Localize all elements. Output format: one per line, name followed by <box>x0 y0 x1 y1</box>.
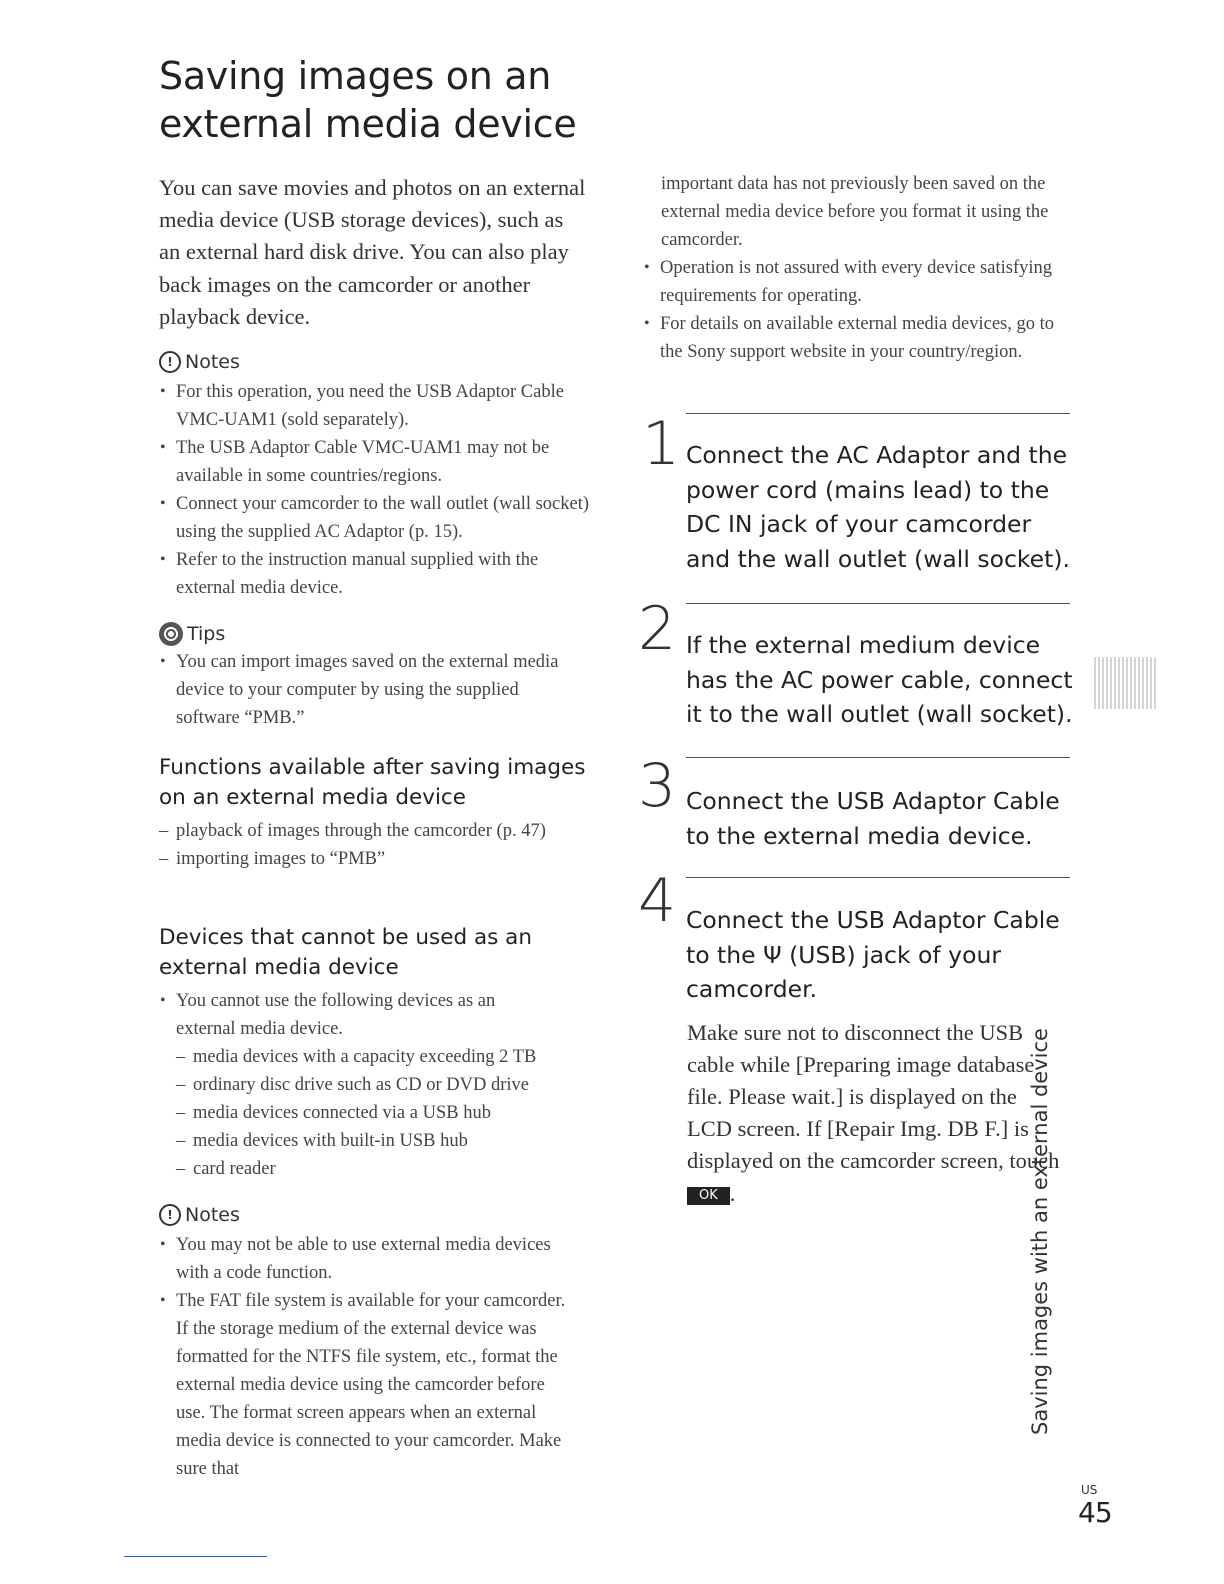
notes-section-2 <box>159 1203 589 1483</box>
note-icon: ! <box>159 351 181 373</box>
footer-divider <box>124 1556 267 1557</box>
step-text: If the external medium device has the AC power cable, connect it to the wall outlet (wall socket). <box>686 631 1073 728</box>
functions-section <box>159 753 589 873</box>
continued-list <box>643 254 1070 366</box>
list-item: • Operation is not assured with every device satisfying requirements for operating. <box>643 254 1070 310</box>
notes-heading <box>159 1203 589 1227</box>
step-number: 4 <box>638 866 677 936</box>
functions-heading: Functions available after saving images on an external media device <box>159 755 586 810</box>
tips-section <box>159 622 579 732</box>
list-item: • The USB Adaptor Cable VMC-UAM1 may not be available in some countries/regions. <box>159 434 599 490</box>
step-divider <box>686 757 1070 758</box>
step-body-text: Make sure not to disconnect the USB cable while [Preparing image database file. Please wait.] is displayed on the LCD screen. If [Repair Img. DB F.] is displayed on the camcorder screen, touch <box>687 1019 1060 1174</box>
functions-list <box>159 817 559 873</box>
list-item: • You may not be able to use external media devices with a code function. <box>159 1231 569 1287</box>
list-item: • For details on available external media devices, go to the Sony support website in your country/region. <box>643 310 1070 366</box>
step-3 <box>638 751 1070 853</box>
devices-list <box>176 1043 596 1183</box>
devices-section <box>159 923 589 1183</box>
list-item: • Refer to the instruction manual supplied with the external media device. <box>159 546 599 602</box>
step-number: 3 <box>638 751 677 821</box>
note-icon: ! <box>159 1204 181 1226</box>
step-text-part: Connect the USB Adaptor Cable to the <box>686 906 1060 969</box>
step-4-body <box>687 1017 1067 1210</box>
list-item: – playback of images through the camcorder (p. 47) <box>159 817 559 845</box>
step-1 <box>642 409 1070 576</box>
step-4 <box>638 866 1070 1210</box>
devices-bullet <box>159 987 549 1043</box>
title-line-1: Saving images on an <box>159 54 552 98</box>
notes-heading-label: Notes <box>185 1204 240 1226</box>
notes-heading-label: Notes <box>185 351 240 373</box>
step-divider <box>686 413 1070 414</box>
step-body-end: . <box>729 1180 736 1206</box>
list-item: – media devices with built-in USB hub <box>176 1127 596 1155</box>
list-item: – importing images to “PMB” <box>159 845 559 873</box>
step-text: Connect the AC Adaptor and the power cord (mains lead) to the DC IN jack of your camcorder and the wall outlet (wall socket). <box>686 441 1070 573</box>
step-divider <box>686 877 1070 878</box>
list-item: • You can import images saved on the external media device to your computer by using the supplied software “PMB.” <box>159 648 559 732</box>
step-text <box>686 903 1066 1007</box>
continued-notes <box>660 170 1070 366</box>
step-text: Connect the USB Adaptor Cable to the external media device. <box>686 787 1060 850</box>
list-item: • The FAT file system is available for your camcorder. If the storage medium of the external device was formatted for the NTFS file system, etc., format the external media device using the camcorder before use. The format screen appears when an external media device is connected to your camcorder. Make sure that <box>159 1287 569 1483</box>
notes-heading <box>159 350 599 374</box>
list-item: – media devices with a capacity exceeding 2 TB <box>176 1043 596 1071</box>
step-divider <box>686 603 1070 604</box>
step-number: 1 <box>642 409 681 479</box>
notes-list <box>159 1231 569 1483</box>
side-tab-label <box>1020 1028 1060 1435</box>
side-tab-text: Saving images with an external device <box>1028 1028 1052 1435</box>
page-region-code: US <box>1081 1483 1098 1497</box>
list-item: – media devices connected via a USB hub <box>176 1099 596 1127</box>
page-number: 45 <box>1078 1496 1112 1529</box>
usb-icon: Ψ <box>763 940 782 969</box>
step-number: 2 <box>638 594 677 664</box>
tips-list <box>159 648 559 732</box>
list-item: – card reader <box>176 1155 596 1183</box>
list-item: • Connect your camcorder to the wall outlet (wall socket) using the supplied AC Adaptor (p. 15). <box>159 490 599 546</box>
section-tab-marker <box>1094 657 1156 709</box>
title-line-2: external media device <box>159 102 577 146</box>
list-item: • For this operation, you need the USB Adaptor Cable VMC-UAM1 (sold separately). <box>159 378 599 434</box>
ok-button-icon: OK <box>687 1187 730 1205</box>
list-item: – ordinary disc drive such as CD or DVD drive <box>176 1071 596 1099</box>
tips-heading-label: Tips <box>187 623 226 645</box>
list-item: • You cannot use the following devices as an external media device. <box>159 987 549 1043</box>
devices-heading: Devices that cannot be used as an external media device <box>159 925 532 980</box>
tips-heading <box>159 622 579 646</box>
step-text-part: (USB) jack of your camcorder. <box>686 940 1002 1003</box>
intro-paragraph: You can save movies and photos on an external media device (USB storage devices), such as an external hard disk drive. You can also play back images on the camcorder or another playback device. <box>159 175 586 329</box>
notes-section-1 <box>159 350 599 602</box>
page-title <box>159 52 679 148</box>
notes-list <box>159 378 599 602</box>
continued-lead: important data has not previously been saved on the external media device before you format it using the camcorder. <box>661 174 1049 250</box>
step-2 <box>638 594 1073 732</box>
tips-icon <box>159 622 183 646</box>
